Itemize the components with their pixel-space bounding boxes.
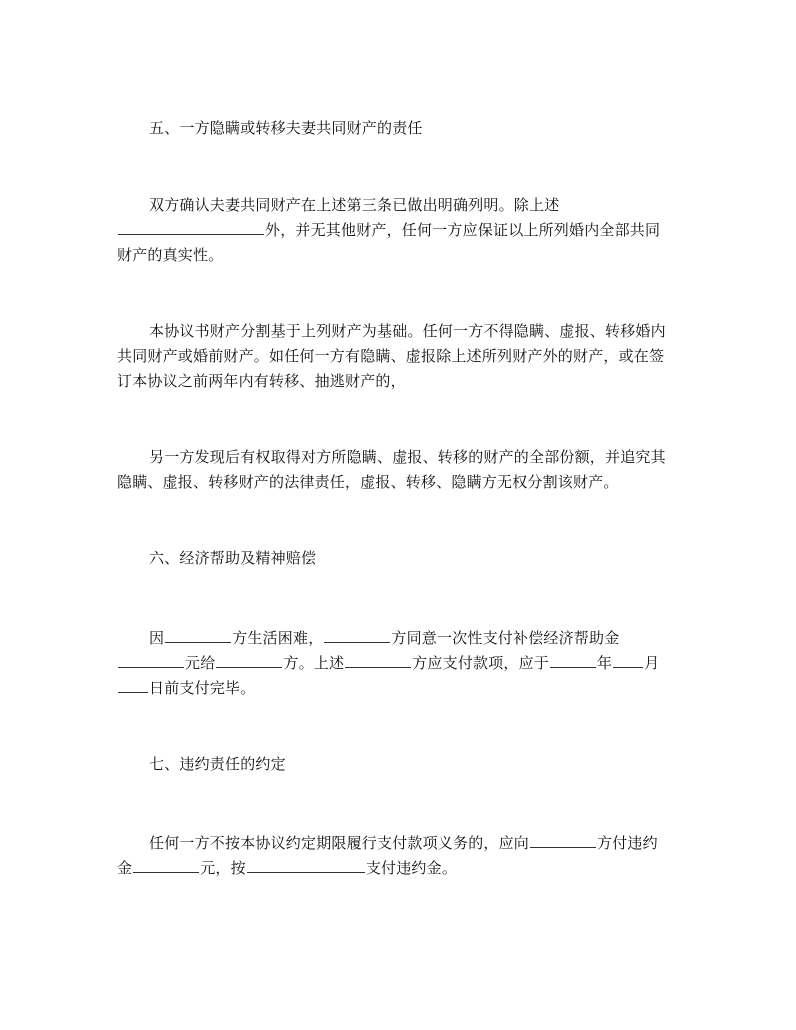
s7-text: 元，按 [200, 859, 246, 877]
blank-field[interactable] [613, 652, 643, 668]
blank-field[interactable] [133, 857, 199, 873]
s7-text: 任何一方不按本协议约定期限履行支付款项义务的，应向 [149, 834, 530, 852]
s6-text: 方应支付款项，应于 [412, 654, 550, 672]
s6-text: 方生活困难， [232, 629, 324, 647]
s5-p2-line2: 共同财产或婚前财产。如任何一方有隐瞒、虚报除上述所列财产外的财产，或在签 [117, 347, 665, 365]
s6-text: 年 [597, 654, 613, 672]
blank-field[interactable] [118, 677, 148, 693]
s6-text: 方。上述 [283, 654, 345, 672]
s6-text: 日前支付完毕。 [149, 679, 256, 697]
s5-p1-line2-text: 外，并无其他财产，任何一方应保证以上所列婚内全部共同 [265, 221, 661, 239]
s7-text: 金 [117, 859, 133, 877]
blank-field[interactable] [345, 652, 411, 668]
s6-p1-line3 [117, 677, 255, 699]
s7-p1-line2 [117, 857, 457, 879]
s5-p1-line2 [117, 219, 660, 241]
s6-text: 因 [149, 629, 165, 647]
blank-field[interactable] [324, 627, 390, 643]
s5-p1-line3: 财产的真实性。 [117, 246, 224, 264]
s5-p3-line2: 隐瞒、虚报、转移财产的法律责任，虚报、转移、隐瞒方无权分割该财产。 [117, 473, 619, 491]
s5-p2-line1: 本协议书财产分割基于上列财产为基础。任何一方不得隐瞒、虚报、转移婚内 [149, 322, 666, 340]
s7-text: 方付违约 [597, 834, 658, 852]
s6-text: 月 [644, 654, 660, 672]
s5-p3-line1: 另一方发现后有权取得对方所隐瞒、虚报、转移的财产的全部份额，并追究其 [149, 448, 666, 466]
blank-field[interactable] [165, 627, 231, 643]
blank-field[interactable] [118, 652, 184, 668]
s6-p1-line2 [117, 652, 659, 674]
blank-field[interactable] [118, 219, 264, 235]
blank-field[interactable] [550, 652, 596, 668]
s6-text: 方同意一次性支付补偿经济帮助金 [391, 629, 620, 647]
section-7-title: 七、违约责任的约定 [149, 755, 286, 773]
s7-text: 支付违约金。 [365, 859, 458, 877]
blank-field[interactable] [530, 832, 596, 848]
s6-p1-line1 [149, 627, 619, 649]
section-6-title: 六、经济帮助及精神赔偿 [149, 549, 317, 567]
blank-field[interactable] [216, 652, 282, 668]
s6-text: 元给 [185, 654, 216, 672]
s5-p1-line1: 双方确认夫妻共同财产在上述第三条已做出明确列明。除上述 [149, 196, 560, 214]
s5-p2-line3: 订本协议之前两年内有转移、抽逃财产的， [117, 372, 406, 390]
section-5-title: 五、一方隐瞒或转移夫妻共同财产的责任 [149, 119, 423, 137]
blank-field[interactable] [247, 857, 365, 873]
s7-p1-line1 [149, 832, 658, 854]
